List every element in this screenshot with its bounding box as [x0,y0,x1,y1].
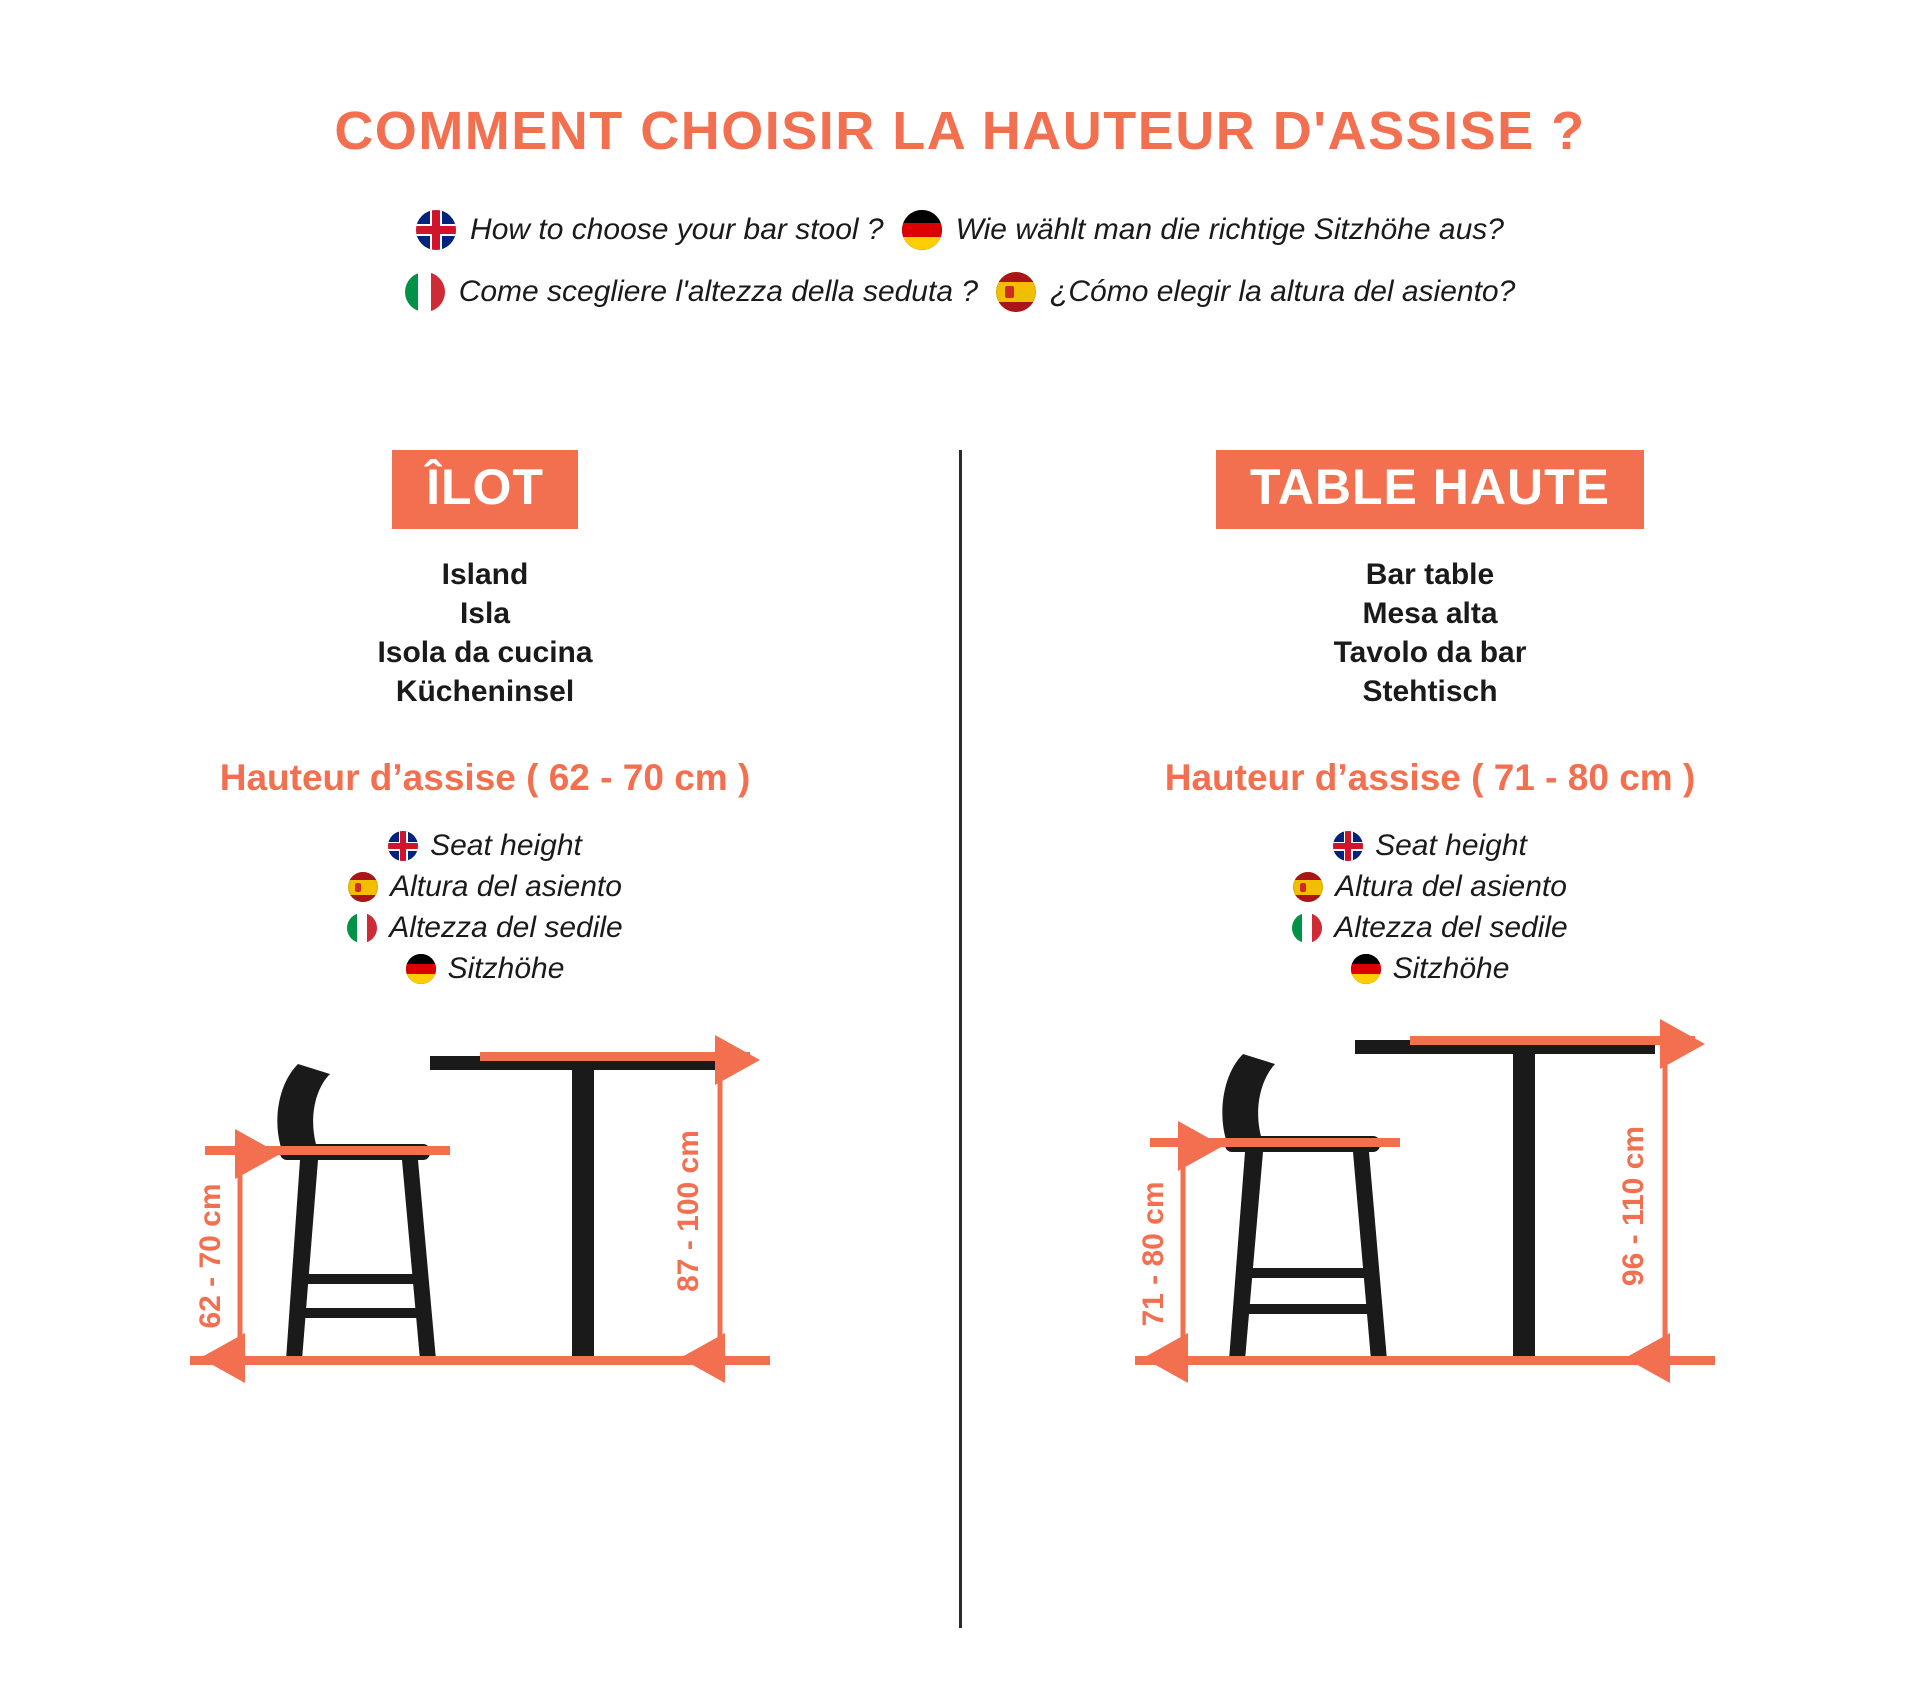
translation-it: Isola da cucina [377,636,593,669]
subtitle-text-it: Come scegliere l'altezza della seduta ? [458,275,979,308]
spain-flag-icon [348,872,378,902]
translation-de: Kücheninsel [395,675,575,708]
subtitle-row-1 [0,210,1920,250]
italy-flag-icon [347,913,377,943]
diagram-table-haute [975,1016,1895,1416]
germany-flag-icon [406,954,436,984]
subtitle-text-es: ¿Cómo elegir la altura del asiento? [1050,275,1516,308]
legend-text-es: Altura del asiento [1335,870,1567,903]
table-haute-stool-table-drawing [1125,1016,1745,1416]
translation-es: Isla [459,597,511,630]
spain-flag-icon [996,272,1036,312]
table-height-dimension-label-ilot: 87 - 100 cm [672,1130,705,1292]
translation-en: Island [441,558,529,591]
subtitle-row-2 [0,272,1920,312]
translation-en: Bar table [1365,558,1495,591]
column-divider [959,450,962,1628]
page-title: COMMENT CHOISIR LA HAUTEUR D'ASSISE ? [334,101,1586,161]
uk-flag-icon [388,831,418,861]
legend-row-it [1292,911,1567,945]
uk-flag-icon [1333,831,1363,861]
subtitle-text-de: Wie wählt man die richtige Sitzhöhe aus? [955,213,1504,246]
legend-text-de: Sitzhöhe [447,952,565,985]
seat-height-dimension-label-table-haute: 71 - 80 cm [1137,1181,1170,1327]
legend-text-en: Seat height [1375,829,1527,862]
legend-ilot [20,829,950,986]
legend-text-it: Altezza del sedile [389,911,623,944]
legend-row-it [347,911,622,945]
badge-table-haute: TABLE HAUTE [1216,450,1644,529]
translations-table-haute [965,555,1895,711]
italy-flag-icon [1292,913,1322,943]
legend-row-es [1293,870,1567,904]
legend-row-es [348,870,622,904]
ilot-stool-table-drawing [180,1016,800,1416]
legend-row-de [406,952,565,986]
translations-ilot [20,555,950,711]
spain-flag-icon [1293,872,1323,902]
column-table-haute [965,450,1895,1416]
subtitle-item-de [902,210,1504,250]
badge-ilot: ÎLOT [392,450,578,529]
subtitle-item-en [416,210,884,250]
translation-de: Stehtisch [1362,675,1498,708]
translation-it: Tavolo da bar [1333,636,1527,669]
table-height-dimension-label-table-haute: 96 - 110 cm [1617,1125,1650,1287]
translation-es: Mesa alta [1362,597,1498,630]
subtitle-item-it [405,272,978,312]
italy-flag-icon [405,272,445,312]
legend-text-es: Altura del asiento [390,870,622,903]
legend-text-it: Altezza del sedile [1334,911,1568,944]
legend-table-haute [965,829,1895,986]
legend-text-en: Seat height [430,829,582,862]
legend-row-en [388,829,582,863]
subtitle-text-en: How to choose your bar stool ? [470,213,884,246]
germany-flag-icon [902,210,942,250]
subtitle-item-es [996,272,1515,312]
germany-flag-icon [1351,954,1381,984]
seat-height-dimension-label-ilot: 62 - 70 cm [194,1183,227,1329]
column-ilot [20,450,950,1416]
seat-height-heading-table-haute: Hauteur d’assise ( 71 - 80 cm ) [1164,757,1696,798]
uk-flag-icon [416,210,456,250]
legend-row-de [1351,952,1510,986]
legend-text-de: Sitzhöhe [1392,952,1510,985]
legend-row-en [1333,829,1527,863]
diagram-ilot [30,1016,950,1416]
seat-height-heading-ilot: Hauteur d’assise ( 62 - 70 cm ) [219,757,751,798]
subtitle-block [0,210,1920,334]
